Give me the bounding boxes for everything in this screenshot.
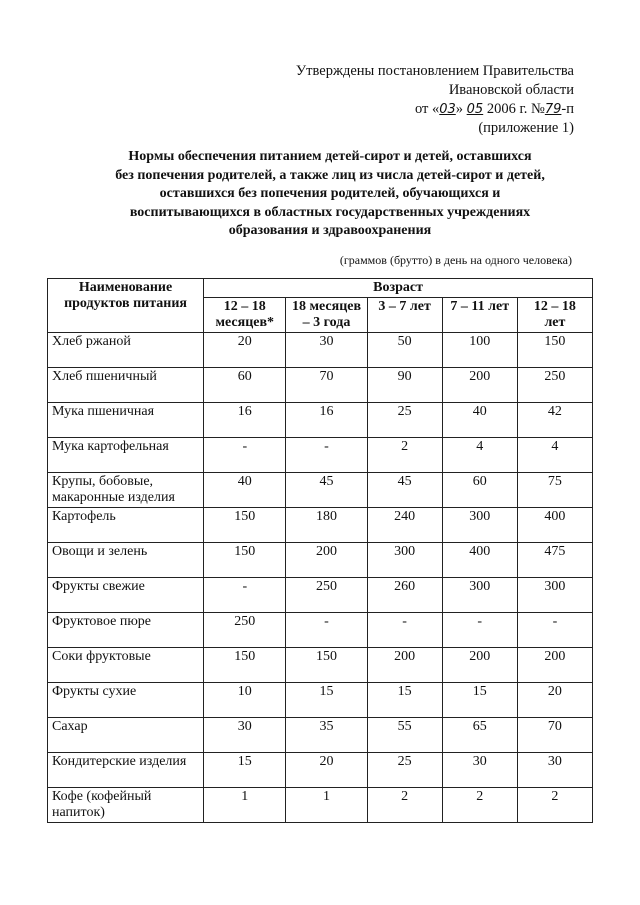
norm-value-cell: - [204, 578, 286, 613]
norm-value-cell: 2 [517, 788, 592, 823]
product-name-cell: Фрукты сухие [48, 683, 204, 718]
norm-value-cell: 60 [442, 473, 517, 508]
norm-value-cell: 150 [286, 648, 367, 683]
norm-value-cell: 2 [442, 788, 517, 823]
table-row [48, 683, 593, 718]
norm-value-cell: 100 [442, 333, 517, 368]
norm-value-cell: 2 [367, 788, 442, 823]
norm-value-cell: 15 [442, 683, 517, 718]
norm-value-cell: 1 [286, 788, 367, 823]
table-row [48, 333, 593, 368]
name-column-header: Наименование продуктов питания [48, 279, 204, 333]
norm-value-cell: 90 [367, 368, 442, 403]
product-name-cell: Кондитерские изделия [48, 753, 204, 788]
norm-value-cell: - [517, 613, 592, 648]
norm-value-cell: 300 [442, 508, 517, 543]
product-name-cell: Кофе (кофейный напиток) [48, 788, 204, 823]
product-name-cell: Крупы, бобовые, макаронные изделия [48, 473, 204, 508]
title-line-3: оставшихся без попечения родителей, обучающихся и [159, 186, 501, 201]
norm-value-cell: 20 [204, 333, 286, 368]
norm-value-cell: 30 [517, 753, 592, 788]
table-row [48, 368, 593, 403]
norm-value-cell: 1 [204, 788, 286, 823]
norm-value-cell: 40 [442, 403, 517, 438]
approval-line-2: Ивановской области [448, 82, 574, 98]
age-column-header: 3 – 7 лет [367, 298, 442, 333]
product-name-cell: Фруктовое пюре [48, 613, 204, 648]
table-row [48, 578, 593, 613]
norm-value-cell: 30 [286, 333, 367, 368]
norm-value-cell: 200 [442, 368, 517, 403]
number-suffix: -п [561, 101, 574, 117]
norm-value-cell: 180 [286, 508, 367, 543]
table-body [48, 333, 593, 823]
product-name-cell: Сахар [48, 718, 204, 753]
title-line-2: без попечения родителей, а также лиц из числа детей-сирот и детей, [115, 167, 545, 183]
norm-value-cell: 40 [204, 473, 286, 508]
norm-value-cell: 60 [204, 368, 286, 403]
norm-value-cell: 150 [204, 543, 286, 578]
table-row [48, 473, 593, 508]
norm-value-cell: 15 [367, 683, 442, 718]
norm-value-cell: 250 [286, 578, 367, 613]
norm-value-cell: 4 [442, 438, 517, 473]
product-name-cell: Фрукты свежие [48, 578, 204, 613]
norm-value-cell: 30 [442, 753, 517, 788]
norm-value-cell: 400 [517, 508, 592, 543]
norm-value-cell: - [286, 613, 367, 648]
product-name-cell: Овощи и зелень [48, 543, 204, 578]
norm-value-cell: 475 [517, 543, 592, 578]
norm-value-cell: 260 [367, 578, 442, 613]
norm-value-cell: 300 [367, 543, 442, 578]
handwritten-day: 03 [439, 102, 456, 117]
table-row [48, 718, 593, 753]
norm-value-cell: 30 [204, 718, 286, 753]
norm-value-cell: 20 [517, 683, 592, 718]
title-line-4: воспитывающихся в областных государственных учреждениях [129, 204, 531, 220]
approval-block [296, 62, 574, 138]
norm-value-cell: - [286, 438, 367, 473]
nutrition-norms-table [47, 278, 593, 823]
norm-value-cell: 45 [286, 473, 367, 508]
norm-value-cell: 65 [442, 718, 517, 753]
norm-value-cell: 75 [517, 473, 592, 508]
norm-value-cell: 2 [367, 438, 442, 473]
table-row [48, 543, 593, 578]
approval-line-1: Утверждены постановлением Правительства [295, 63, 574, 79]
norm-value-cell: 240 [367, 508, 442, 543]
norm-value-cell: 200 [442, 648, 517, 683]
norm-value-cell: 150 [517, 333, 592, 368]
handwritten-month: 05 [466, 102, 484, 117]
norm-value-cell: 400 [442, 543, 517, 578]
handwritten-number: 79 [544, 102, 562, 117]
norm-value-cell: - [367, 613, 442, 648]
table-row [48, 403, 593, 438]
title-line-1: Нормы обеспечения питанием детей-сирот и детей, оставшихся [128, 149, 532, 164]
product-name-cell: Мука картофельная [48, 438, 204, 473]
norm-value-cell: 70 [286, 368, 367, 403]
quote-close: » [455, 101, 467, 117]
norm-value-cell: 300 [517, 578, 592, 613]
product-name-cell: Картофель [48, 508, 204, 543]
norm-value-cell: 25 [367, 403, 442, 438]
norm-value-cell: 50 [367, 333, 442, 368]
norm-value-cell: 150 [204, 648, 286, 683]
age-column-header: 7 – 11 лет [442, 298, 517, 333]
age-column-header: 12 – 18 лет [517, 298, 592, 333]
norm-value-cell: - [204, 438, 286, 473]
norm-value-cell: - [442, 613, 517, 648]
title-line-5: образования и здравоохранения [228, 223, 432, 238]
norm-value-cell: 200 [367, 648, 442, 683]
norm-value-cell: 16 [204, 403, 286, 438]
table-row [48, 613, 593, 648]
norm-value-cell: 55 [367, 718, 442, 753]
norm-value-cell: 200 [286, 543, 367, 578]
norm-value-cell: 20 [286, 753, 367, 788]
document-title [60, 148, 600, 241]
appendix-label: (приложение 1) [478, 120, 574, 136]
table-row [48, 753, 593, 788]
norm-value-cell: 35 [286, 718, 367, 753]
norm-value-cell: 25 [367, 753, 442, 788]
product-name-cell: Хлеб ржаной [48, 333, 204, 368]
norm-value-cell: 150 [204, 508, 286, 543]
product-name-cell: Хлеб пшеничный [48, 368, 204, 403]
norm-value-cell: 45 [367, 473, 442, 508]
table-row [48, 438, 593, 473]
age-group-header: Возраст [204, 279, 593, 298]
product-name-cell: Соки фруктовые [48, 648, 204, 683]
from-prefix: от « [414, 101, 440, 117]
norm-value-cell: 15 [204, 753, 286, 788]
age-column-header: 18 месяцев – 3 года [286, 298, 367, 333]
norm-value-cell: 42 [517, 403, 592, 438]
table-row [48, 788, 593, 823]
table-row [48, 508, 593, 543]
norm-value-cell: 300 [442, 578, 517, 613]
norm-value-cell: 200 [517, 648, 592, 683]
norm-value-cell: 70 [517, 718, 592, 753]
product-name-cell: Мука пшеничная [48, 403, 204, 438]
unit-note: (граммов (брутто) в день на одного человека) [339, 253, 572, 267]
norm-value-cell: 4 [517, 438, 592, 473]
age-column-header: 12 – 18 месяцев* [204, 298, 286, 333]
year-part: 2006 г. № [486, 101, 545, 117]
norm-value-cell: 15 [286, 683, 367, 718]
norm-value-cell: 250 [517, 368, 592, 403]
table-row [48, 648, 593, 683]
norm-value-cell: 16 [286, 403, 367, 438]
norm-value-cell: 250 [204, 613, 286, 648]
norm-value-cell: 10 [204, 683, 286, 718]
approval-date-line [296, 100, 574, 119]
